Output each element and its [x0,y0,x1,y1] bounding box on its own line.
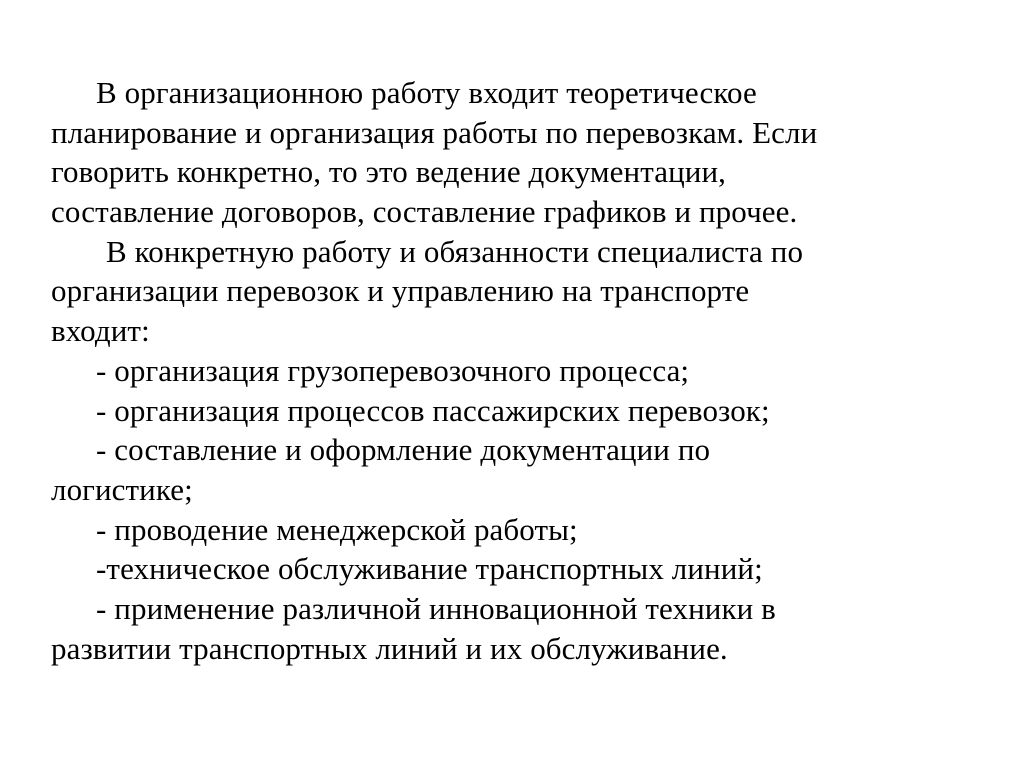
paragraph-line: В организационною работу входит теоретическое [96,75,757,110]
paragraph-line: организации перевозок и управлению на транспорте [51,273,750,309]
list-item: - применение различной инновационной техники в [96,590,776,626]
list-item: - организация грузоперевозочного процесса; [96,352,690,388]
list-item: - организация процессов пассажирских перевозок; [96,392,770,428]
list-item-continuation: логистике; [51,471,193,507]
paragraph-line: составление договоров, составление графиков и прочее. [51,194,798,230]
paragraph-line: В конкретную работу и обязанности специалиста по [106,233,804,269]
list-item-continuation: развитии транспортных линий и их обслуживание. [51,630,728,666]
paragraph-line: планирование и организация работы по перевозкам. Если [51,114,818,150]
list-item: -техническое обслуживание транспортных линий; [96,551,763,587]
paragraph-line: говорить конкретно, то это ведение документации, [51,154,726,190]
paragraph-line: входит: [51,313,150,349]
list-item: - проводение менеджерской работы; [96,511,578,547]
body-text [51,73,981,668]
list-item: - составление и оформление документации по [96,432,711,468]
